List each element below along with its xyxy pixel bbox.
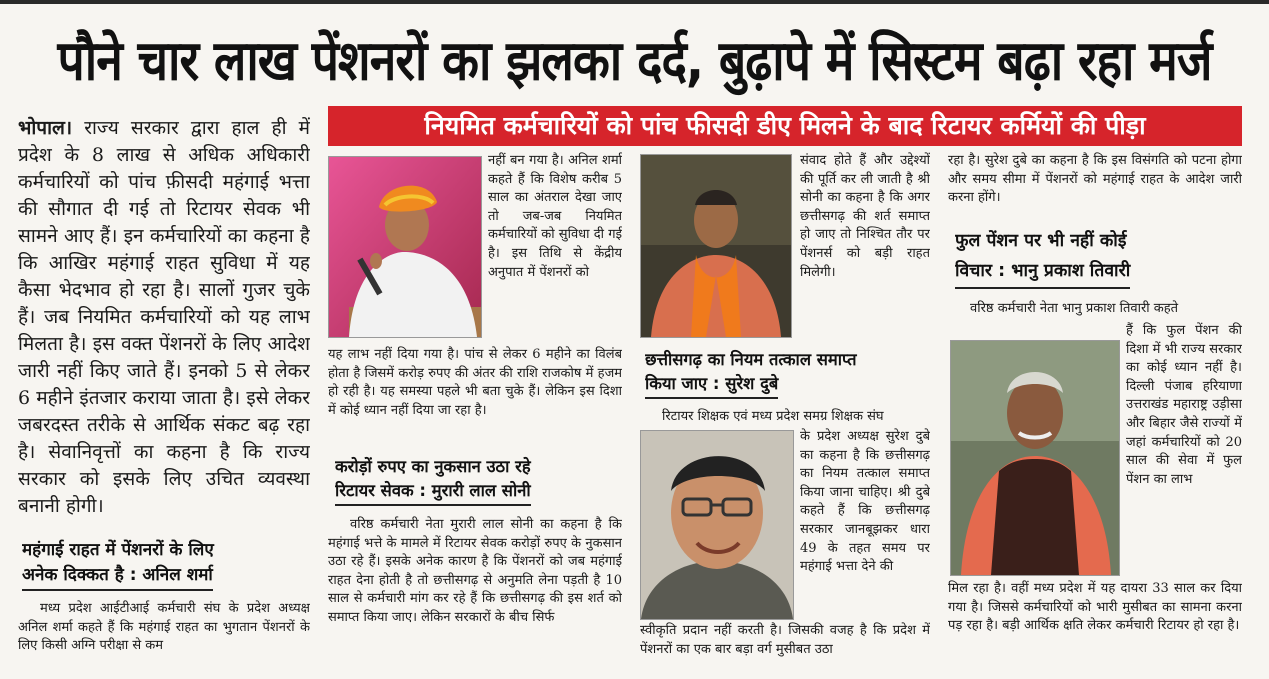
top-rule bbox=[0, 0, 1269, 4]
col2-subheading bbox=[335, 455, 625, 506]
speaker-photo-icon bbox=[329, 157, 481, 337]
person-photo-icon bbox=[641, 155, 791, 337]
sub-headline-banner: नियमित कर्मचारियों को पांच फीसदी डीए मिलने के बाद रिटायर कर्मियों की पीड़ा bbox=[328, 106, 1242, 146]
col2-sub-line1: करोड़ों रुपए का नुकसान उठा रहे bbox=[335, 457, 531, 476]
col1-sub-line1: महंगाई राहत में पेंशनरों के लिए bbox=[22, 540, 214, 560]
col2-sub-line2: रिटायर सेवक : मुरारी लाल सोनी bbox=[335, 479, 531, 506]
col1-body-text: राज्य सरकार द्वारा हाल ही में प्रदेश के 8 लाख से अधिक अधिकारी कर्मचारियों को पांच फ़ीसदी महंगाई भत्ता की सौगात दी गई तो रिटायर सेवक भी सामने आए हैं। इन कर्मचारियों का कहना है कि आखिर महंगाई राहत सुविधा में यह कैसा भेदभाव हो रहा है। सालों गुजर चुके हैं। जब नियमित कर्मचारियों को यह लाभ मिलता है। इस वक्त पेंशनरों के लिए आदेश जारी नहीं किए जाते हैं। इनको 5 से लेकर 6 महीने इंतजार कराया जाता है। इसे लेकर जबरदस्त तरीके से आर्थिक संकट बढ़ रहा है। सेवानिवृत्तों का कहना है कि राज्य सरकार को इसके लिए उचित व्यवस्था बनानी होगी। bbox=[18, 117, 310, 517]
dateline: भोपाल। bbox=[18, 117, 73, 139]
col3-sub-line2: किया जाए : सुरेश दुबे bbox=[645, 372, 778, 399]
photo-bhanu-prakash-tiwari bbox=[950, 340, 1120, 576]
person-photo-icon bbox=[951, 341, 1119, 575]
col3-para-intro: रिटायर शिक्षक एवं मध्य प्रदेश समग्र शिक्षक संघ bbox=[662, 409, 884, 424]
col2-para2: वरिष्ठ कर्मचारी नेता मुरारी लाल सोनी का कहना है कि महंगाई भत्ते के मामले में रिटायर सेवक करोड़ों रुपए के नुकसान उठा रहे हैं। इसके अनेक कारण है कि पेंशनरों को जब महंगाई राहत देना होती है तो छत्तीसगढ़ से अनुमति लेना पड़ती है 10 साल से कर्मचारी मांग कर रहे हैं कि छत्तीसगढ़ की इस शर्त को समाप्त किया जाए। लेकिन सरकारों के बीच सिर्फ bbox=[328, 517, 622, 625]
headline: पौने चार लाख पेंशनरों का झलका दर्द, बुढ़ापे में सिस्टम बढ़ा रहा मर्ज bbox=[57, 28, 1212, 94]
col1-sub-line2: अनेक दिक्कत है : अनिल शर्मा bbox=[22, 563, 213, 591]
col3-sub-line1: छत्तीसगढ़ का नियम तत्काल समाप्त bbox=[645, 350, 857, 369]
col4-top: रहा है। सुरेश दुबे का कहना है कि इस विसंगति को पटना होगा और समय सीमा में पेंशनरों को महंगाई राहत के आदेश जारी करना होंगे। bbox=[948, 153, 1242, 206]
col4-bottom: मिल रहा है। वहीं मध्य प्रदेश में यह दायरा 33 साल कर दिया गया है। जिससे कर्मचारियों को भारी मुसीबत का सामना करना पड़ रहा है। बड़ी आर्थिक क्षति लेकर कर्मचारी रिटायर हो रहा है। bbox=[948, 581, 1242, 634]
col1-para2: मध्य प्रदेश आईटीआई कर्मचारी संघ के प्रदेश अध्यक्ष अनिल शर्मा कहते हैं कि महंगाई राहत का भुगतान पेंशनरों के लिए किसी अग्नि परीक्षा से कम bbox=[18, 601, 310, 654]
person-photo-icon bbox=[641, 431, 793, 619]
col4-sub-line1: फुल पेंशन पर भी नहीं कोई bbox=[955, 231, 1127, 251]
col4-subheading bbox=[955, 226, 1245, 289]
col3-beside-photo2: के प्रदेश अध्यक्ष सुरेश दुबे का कहना है कि छत्तीसगढ़ का नियम तत्काल समाप्त किया जाना चाहिए। श्री दुबे कहते हैं कि छत्तीसगढ़ सरकार जानबूझकर धारा 49 के तहत समय पर महंगाई भत्ता देने की bbox=[800, 429, 930, 575]
col2-below-photo: यह लाभ नहीं दिया गया है। पांच से लेकर 6 महीने का विलंब होता है जिसमें करोड़ रुपए की अंतर की राशि राजकोष में हजम हो रही है। यह समस्या पहले भी बता चुके हैं। लेकिन इस दिशा में कोई ध्यान नहीं दिया जा रहा है। bbox=[328, 347, 622, 418]
col1-subheading bbox=[22, 538, 312, 591]
col2-beside-photo: नहीं बन गया है। अनिल शर्मा कहते हैं कि विशेष करीब 5 साल का अंतराल देखा जाए तो जब-जब नियमित कर्मचारियों को सुविधा दी गई है। इस तिथि से केंद्रीय अनुपात में पेंशनरों को bbox=[488, 153, 622, 280]
photo-suresh-dubey bbox=[640, 430, 794, 620]
col3-beside-photo1: संवाद होते हैं और उद्देश्यों की पूर्ति कर ली जाती है श्री सोनी का कहना है कि अगर छत्तीसगढ़ की शर्त समाप्त हो जाए तो निश्चित तौर पर पेंशनर्स को बड़ी राहत मिलेगी। bbox=[800, 153, 930, 280]
col1-body bbox=[18, 115, 310, 535]
col3-bottom: स्वीकृति प्रदान नहीं करती है। जिसकी वजह है कि प्रदेश में पेंशनरों का एक बार बड़ा वर्ग मुसीबत उठा bbox=[640, 623, 930, 657]
photo-anil-sharma bbox=[328, 156, 482, 338]
col4-sub-line2: विचार : भानु प्रकाश तिवारी bbox=[955, 256, 1130, 289]
photo-murari-lal-soni bbox=[640, 154, 792, 338]
col3-subheading bbox=[645, 348, 935, 399]
col4-beside-photo: हैं कि फुल पेंशन की दिशा में भी राज्य सरकार का कोई ध्यान नहीं है। दिल्ली पंजाब हरियाणा उत्तराखंड महाराष्ट्र उड़ीसा और बिहार जैसे राज्यों में जहां कर्मचारियों को 20 साल की सेवा में फुल पेंशन का लाभ bbox=[1126, 323, 1242, 487]
col4-para-intro: वरिष्ठ कर्मचारी नेता भानु प्रकाश तिवारी कहते bbox=[970, 301, 1179, 316]
